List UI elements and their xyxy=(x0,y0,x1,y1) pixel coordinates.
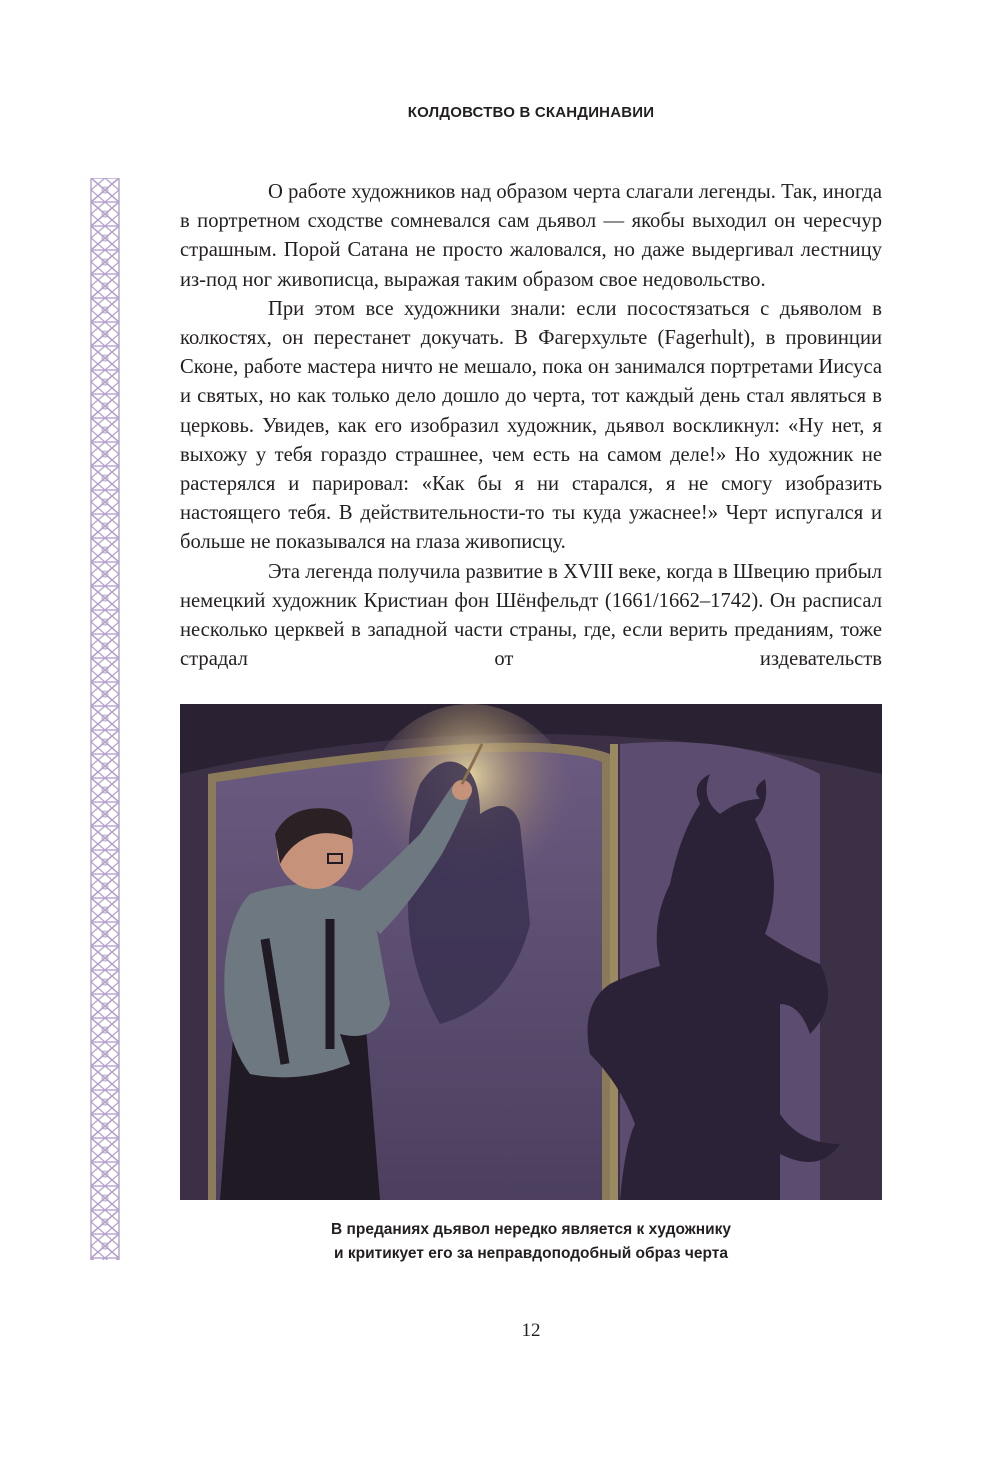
running-title: КОЛДОВСТВО В СКАНДИНАВИИ xyxy=(407,104,655,121)
knotwork-border-ornament xyxy=(89,178,121,1260)
paragraph-2: При этом все художники знали: если посостязаться с дьяволом в колкостях, он перестанет докучать. В Фагерхульте (Fagerhult), в провинции Сконе, работе мастера ничто не мешало, пока он занимался портретами Иисуса и святых, но как только дело дошло до черта, тот каждый день стал являться в церковь. Увидев, как его изобразил художник, дьявол воскликнул: «Ну нет, я выхожу у тебя гораздо страшнее, чем есть на самом деле!» Но художник не растерялся и парировал: «Как бы я ни старался, я не смогу изобразить настоящего тебя. В действительности-то ты куда ужаснее!» Черт испугался и больше не показывался на глаза живописцу. xyxy=(180,297,882,554)
paragraph-1: О работе художников над образом черта слагали легенды. Так, иногда в портретном сходстве сомневался сам дьявол — якобы выходил он чересчур страшным. Порой Сатана не просто жаловался, но даже выдергивал лестницу из-под ног живописца, выражая таким образом свое недовольство. xyxy=(180,181,882,291)
body-text xyxy=(180,178,882,674)
figure-caption xyxy=(180,1218,882,1266)
caption-line-2: и критикует его за неправдоподобный образ черта xyxy=(334,1245,728,1262)
page-number: 12 xyxy=(521,1320,541,1341)
illustration-drawing xyxy=(180,704,882,1200)
illustration-artist-and-devil xyxy=(180,704,882,1200)
paragraph-3: Эта легенда получила развитие в XVIII веке, когда в Швецию прибыл немецкий художник Кристиан фон Шёнфельдт (1661/1662–1742). Он расписал несколько церквей в западной части страны, где, если верить преданиям, тоже страдал от издевательств xyxy=(180,560,882,671)
caption-line-1: В преданиях дьявол нередко является к художнику xyxy=(331,1221,731,1238)
